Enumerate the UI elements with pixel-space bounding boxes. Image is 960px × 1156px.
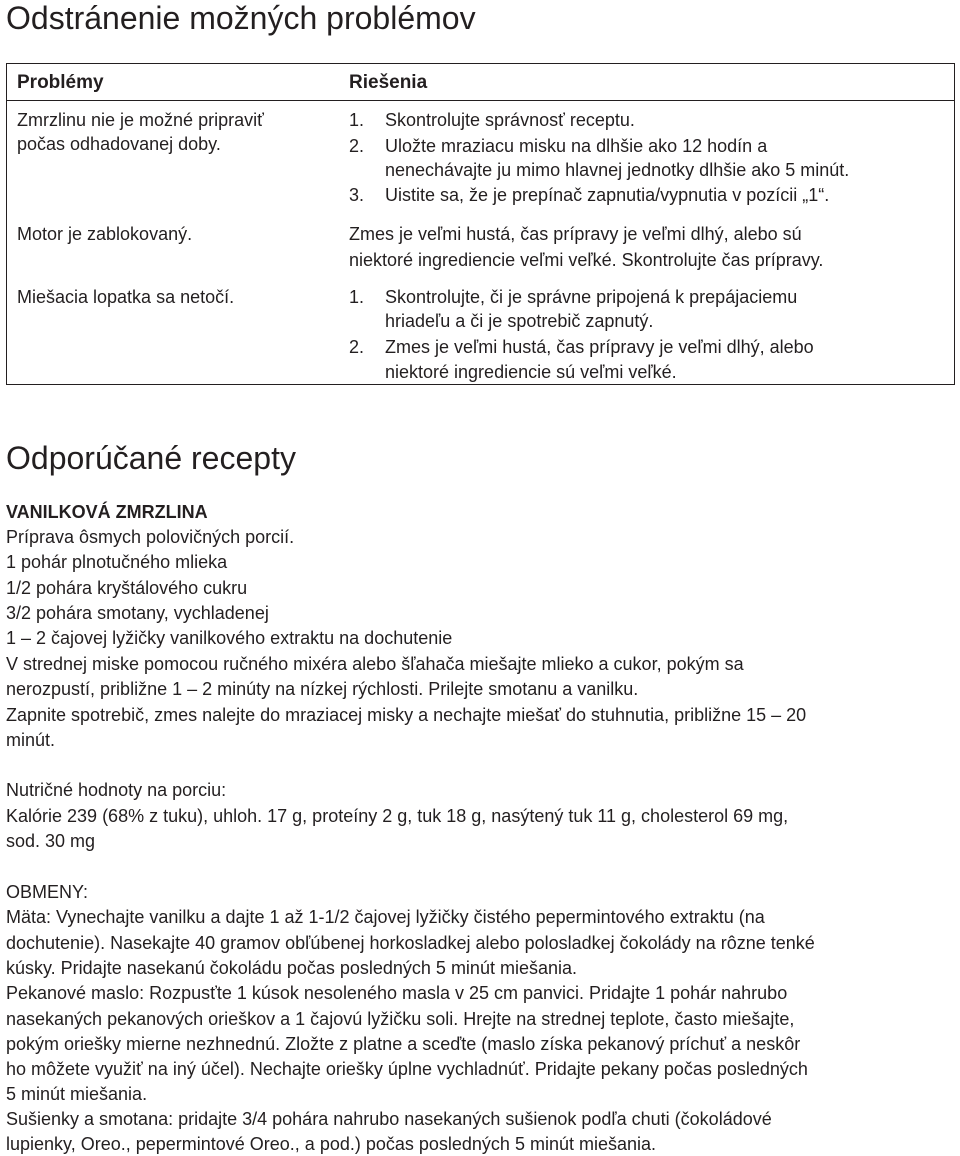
recipe-line-3: 1/2 pohára kryštálového cukru bbox=[6, 578, 248, 598]
troubleshooting-table bbox=[6, 63, 955, 385]
table-header-divider bbox=[7, 100, 954, 101]
solution-1-1-text: Skontrolujte správnosť receptu. bbox=[385, 110, 635, 130]
solution-3-2-text-1: Zmes je veľmi hustá, čas prípravy je veľmi dlhý, alebo bbox=[385, 337, 814, 357]
header-problems: Problémy bbox=[17, 72, 104, 93]
recipe-line-1: Príprava ôsmych polovičných porcií. bbox=[6, 527, 295, 547]
problem-2-line-1: Motor je zablokovaný. bbox=[17, 224, 193, 244]
recipe-line-4: 3/2 pohára smotany, vychladenej bbox=[6, 603, 269, 623]
variations-title: OBMENY: bbox=[6, 882, 89, 902]
solution-1-2-text-1: Uložte mraziacu misku na dlhšie ako 12 hodín a bbox=[385, 136, 768, 156]
recipe-line-9: minút. bbox=[6, 730, 56, 750]
variations-line-7: ho môžete využiť na iný účel). Nechajte oriešky úplne vychladnúť. Pridajte pekany počas posledných bbox=[6, 1059, 808, 1079]
solution-3-1-text-1: Skontrolujte, či je správne pripojená k prepájaciemu bbox=[385, 287, 798, 307]
variations-line-10: lupienky, Oreo., pepermintové Oreo., a pod.) počas posledných 5 minút miešania. bbox=[6, 1134, 657, 1154]
variations-line-2: dochutenie). Nasekajte 40 gramov obľúbenej horkosladkej alebo polosladkej čokolády na rôzne tenké bbox=[6, 933, 815, 953]
solution-1-2-num: 2. bbox=[349, 136, 365, 156]
variations-line-9: Sušienky a smotana: pridajte 3/4 pohára nahrubo nasekaných sušienok podľa chuti (čokoládové bbox=[6, 1109, 772, 1129]
recipe-line-7: nerozpustí, približne 1 – 2 minúty na nízkej rýchlosti. Prilejte smotanu a vanilku. bbox=[6, 679, 639, 699]
solution-1-1-num: 1. bbox=[349, 110, 365, 130]
nutrition-line-1: Kalórie 239 (68% z tuku), uhloh. 17 g, proteíny 2 g, tuk 18 g, nasýtený tuk 11 g, cholesterol 69 mg, bbox=[6, 806, 789, 826]
header-solutions: Riešenia bbox=[349, 72, 428, 93]
problem-1-line-2: počas odhadovanej doby. bbox=[17, 134, 221, 154]
solution-1-3-num: 3. bbox=[349, 185, 365, 205]
recipe-line-2: 1 pohár plnotučného mlieka bbox=[6, 552, 228, 572]
recipes-title: Odporúčané recepty bbox=[6, 440, 296, 476]
solution-3-1-num: 1. bbox=[349, 287, 365, 307]
variations-line-5: nasekaných pekanových orieškov a 1 čajovú lyžičku soli. Hrejte na strednej teplote, často miešajte, bbox=[6, 1009, 795, 1029]
solution-3-2-num: 2. bbox=[349, 337, 365, 357]
nutrition-title: Nutričné hodnoty na porciu: bbox=[6, 780, 227, 800]
variations-line-8: 5 minút miešania. bbox=[6, 1084, 148, 1104]
variations-line-1: Mäta: Vynechajte vanilku a dajte 1 až 1-1/2 čajovej lyžičky čistého pepermintového extraktu (na bbox=[6, 907, 765, 927]
problem-3-line-1: Miešacia lopatka sa netočí. bbox=[17, 287, 235, 307]
variations-line-4: Pekanové maslo: Rozpusťte 1 kúsok nesoleného masla v 25 cm panvici. Pridajte 1 pohár nahrubo bbox=[6, 983, 788, 1003]
variations-line-3: kúsky. Pridajte nasekanú čokoládu počas posledných 5 minút miešania. bbox=[6, 958, 577, 978]
problem-1-line-1: Zmrzlinu nie je možné pripraviť bbox=[17, 110, 264, 130]
variations-line-6: pokým oriešky mierne nezhnednú. Zložte z platne a sceďte (maslo získa pekanový príchuť a neskôr bbox=[6, 1034, 801, 1054]
solution-2-line-2: niektoré ingrediencie veľmi veľké. Skontrolujte čas prípravy. bbox=[349, 250, 824, 270]
recipe-line-6: V strednej miske pomocou ručného mixéra alebo šľahača miešajte mlieko a cukor, pokým sa bbox=[6, 654, 744, 674]
solution-2-line-1: Zmes je veľmi hustá, čas prípravy je veľmi dlhý, alebo sú bbox=[349, 224, 802, 244]
solution-1-3-text: Uistite sa, že je prepínač zapnutia/vypnutia v pozícii „1“. bbox=[385, 185, 830, 205]
recipe-name: VANILKOVÁ ZMRZLINA bbox=[6, 502, 208, 522]
solution-3-1-text-2: hriadeľu a či je spotrebič zapnutý. bbox=[385, 311, 654, 331]
solution-3-2-text-2: niektoré ingrediencie sú veľmi veľké. bbox=[385, 362, 677, 382]
recipe-line-8: Zapnite spotrebič, zmes nalejte do mraziacej misky a nechajte miešať do stuhnutia, približne 15 – 20 bbox=[6, 705, 807, 725]
troubleshooting-title: Odstránenie možných problémov bbox=[6, 0, 476, 36]
nutrition-line-2: sod. 30 mg bbox=[6, 831, 96, 851]
solution-1-2-text-2: nenechávajte ju mimo hlavnej jednotky dlhšie ako 5 minút. bbox=[385, 160, 850, 180]
recipe-line-5: 1 – 2 čajovej lyžičky vanilkového extraktu na dochutenie bbox=[6, 628, 453, 648]
